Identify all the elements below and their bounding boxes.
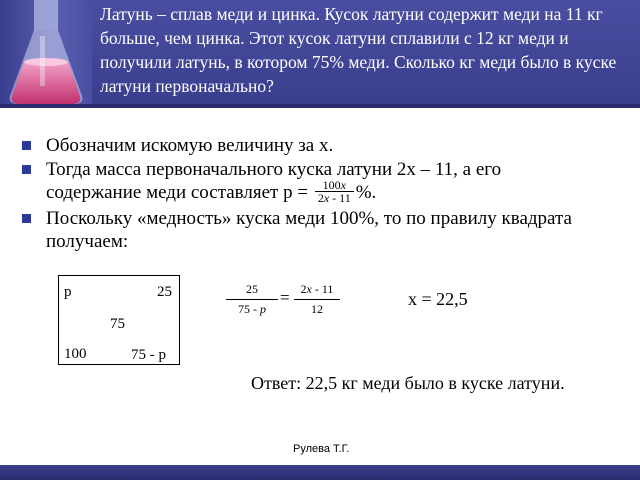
percent-fraction xyxy=(315,179,354,204)
answer-text: Ответ: 22,5 кг меди было в куске латуни. xyxy=(251,373,565,393)
square-bullet-icon xyxy=(22,141,31,150)
right-numerator: 2 xyxy=(300,282,307,296)
right-fraction xyxy=(294,282,340,317)
bullet-text: Тогда масса первоначального куска латуни 2х – 11, а его xyxy=(46,159,502,180)
fraction-variable: x xyxy=(323,191,330,206)
left-denominator: 75 - xyxy=(238,302,260,316)
bullet-text: Обозначим искомую величину за х. xyxy=(46,135,334,156)
list-item xyxy=(22,134,622,157)
list-item xyxy=(22,158,622,206)
fraction-denominator-tail: - 11 xyxy=(329,191,351,206)
proportion-equation xyxy=(222,280,352,320)
square-bullet-icon xyxy=(22,214,31,223)
right-numerator-variable: x xyxy=(306,282,312,296)
equals-sign: = xyxy=(280,288,290,307)
author-credit: Рулева Т.Г. xyxy=(293,443,350,455)
square-center: 75 xyxy=(110,316,125,332)
square-top-right: 25 xyxy=(157,284,172,300)
right-numerator-tail: - 11 xyxy=(311,282,334,296)
fraction-numerator: 100 xyxy=(322,178,341,193)
square-top-left: р xyxy=(64,284,72,300)
bullet-text: содержание меди составляет р = xyxy=(46,182,313,203)
problem-title: Латунь – сплав меди и цинка. Кусок латуни содержит меди на 11 кг больше, чем цинка. Этот кусок латуни сплавили с 12 кг меди и получили латунь, в котором 75% меди. Сколько кг меди было в куске латуни первоначально? xyxy=(100,4,617,96)
result-text: х = 22,5 xyxy=(408,289,468,309)
bullet-text: %. xyxy=(355,182,377,203)
bullet-text: Поскольку «медность» куска меди 100%, то по правилу квадрата получаем: xyxy=(46,208,572,253)
footer-bar xyxy=(0,465,640,480)
header-divider xyxy=(0,104,640,108)
list-item xyxy=(22,207,622,253)
left-numerator: 25 xyxy=(226,282,278,300)
fraction-denominator: 2 xyxy=(317,191,324,206)
left-denominator-variable: p xyxy=(260,302,266,316)
solution-list xyxy=(22,134,622,254)
square-bottom-left: 100 xyxy=(64,346,87,362)
mixing-square-diagram xyxy=(58,275,180,365)
fraction-variable: x xyxy=(340,178,346,193)
right-denominator: 12 xyxy=(311,302,323,316)
square-bullet-icon xyxy=(22,165,31,174)
chemistry-flask-icon xyxy=(0,0,92,104)
left-fraction xyxy=(226,282,278,317)
square-bottom-right: 75 - р xyxy=(131,347,166,363)
